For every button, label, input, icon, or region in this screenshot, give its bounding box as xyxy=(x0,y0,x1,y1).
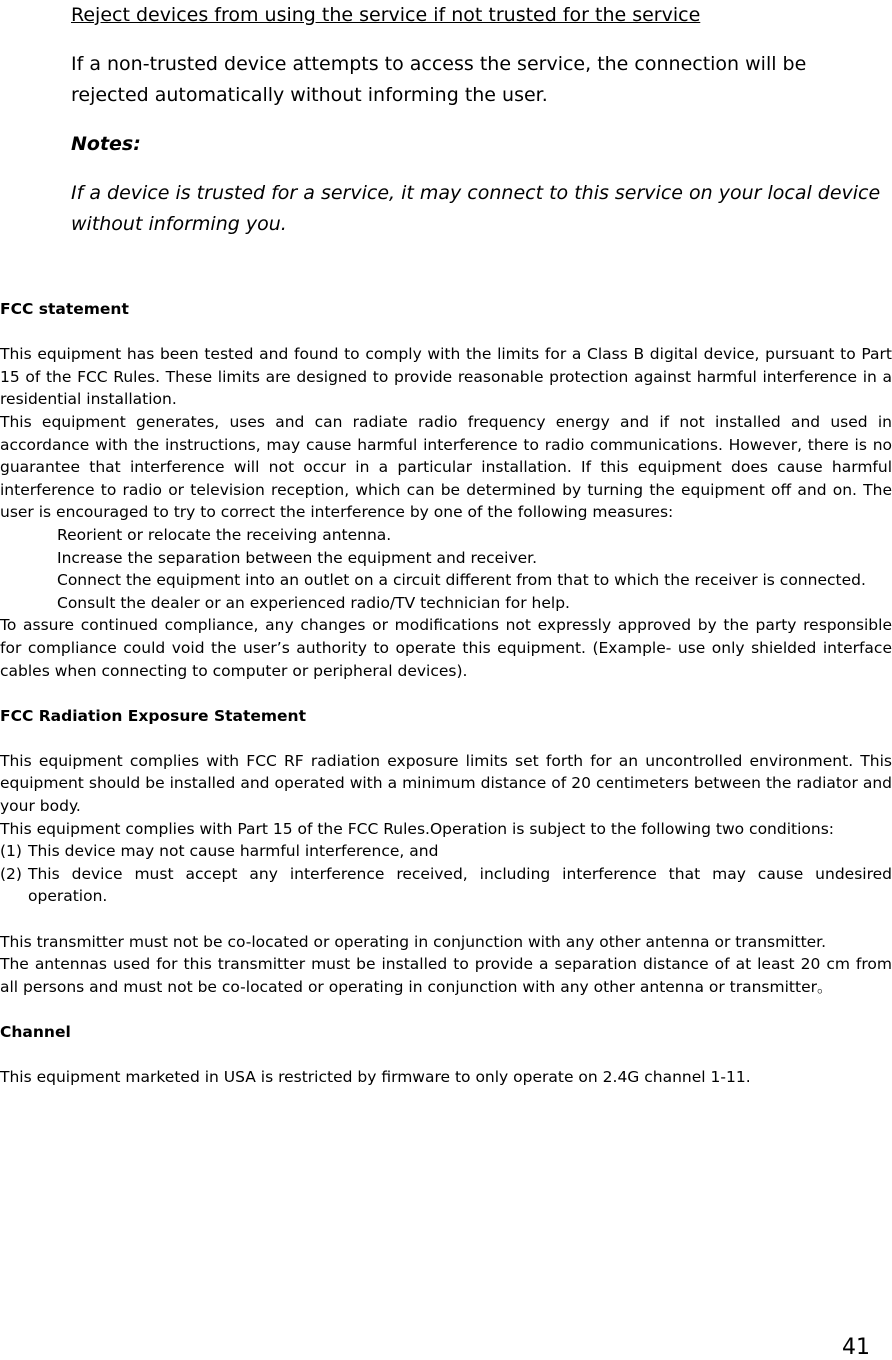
measure-item: Reorient or relocate the receiving antenna. xyxy=(57,525,392,544)
fcc-paragraph-1: This equipment has been tested and found to comply with the limits for a Class B digital device, pursuant to Part 15 of the FCC Rules. These limits are designed to provide reasonable protection against harmful interference in a residential installation. xyxy=(0,345,892,409)
spacer xyxy=(0,321,892,344)
intro-heading: Reject devices from using the service if not trusted for the service xyxy=(71,4,701,26)
notes-label: Notes: xyxy=(71,133,141,155)
radiation-heading: FCC Radiation Exposure Statement xyxy=(0,706,307,725)
spacer xyxy=(0,727,892,750)
radiation-paragraph-1: This equipment complies with FCC RF radiation exposure limits set forth for an uncontrolled environment. This equipment should be installed and operated with a minimum distance of 20 centimeters between the radiator and your body. xyxy=(0,751,892,816)
radiation-paragraph-2: This equipment complies with Part 15 of the FCC Rules.Operation is subject to the following two conditions: xyxy=(0,819,835,838)
channel-heading: Channel xyxy=(0,1023,71,1041)
fcc-paragraph-2: This equipment generates, uses and can radiate radio frequency energy and if not installed and used in accordance with the instructions, may cause harmful interference to radio communications. However, there is no guarantee that interference will not occur in a particular installation. If this equipment does cause harmful interference to radio or television reception, which can be determined by turning the equipment off and on. The user is encouraged to try to correct the interference by one of the following measures: xyxy=(0,412,892,522)
measure-item: Increase the separation between the equipment and receiver. xyxy=(57,548,538,567)
spacer xyxy=(0,1044,892,1067)
fcc-statement-heading: FCC statement xyxy=(0,300,129,318)
condition-text: This device may not cause harmful interference, and xyxy=(28,842,439,861)
condition-text: This device must accept any interference received, including interference that may cause undesired operation. xyxy=(28,864,892,906)
measure-item: Consult the dealer or an experienced radio/TV technician for help. xyxy=(57,593,570,612)
measure-item: Connect the equipment into an outlet on a circuit different from that to which the receiver is connected. xyxy=(57,571,866,590)
notes-text: If a device is trusted for a service, it may connect to this service on your local device without informing you. xyxy=(71,182,881,235)
fcc-paragraph-3: To assure continued compliance, any changes or modifications not expressly approved by the party responsible for compliance could void the user’s authority to operate this equipment. (Example- use only shielded interface cables when connecting to computer or peripheral devices). xyxy=(0,616,892,680)
condition-number: (1) xyxy=(0,842,22,861)
intro-section xyxy=(71,0,886,240)
spacer xyxy=(0,908,892,931)
intro-paragraph: If a non-trusted device attempts to access the service, the connection will be rejected automatically without informing the user. xyxy=(71,53,807,106)
spacer xyxy=(0,998,892,1021)
spacer xyxy=(0,682,892,705)
condition-number: (2) xyxy=(0,864,22,883)
radiation-paragraph-3: This transmitter must not be co-located or operating in conjunction with any other antenna or transmitter. xyxy=(0,932,827,951)
channel-paragraph: This equipment marketed in USA is restricted by firmware to only operate on 2.4G channel 1-11. xyxy=(0,1068,751,1087)
radiation-paragraph-4: The antennas used for this transmitter must be installed to provide a separation distance of at least 20 cm from all persons and must not be co-located or operating in conjunction with any other antenna or transmitter。 xyxy=(0,955,892,996)
condition-item xyxy=(0,840,892,863)
page-number: 41 xyxy=(842,1335,870,1360)
body-section xyxy=(0,298,892,1089)
condition-item xyxy=(0,863,892,908)
